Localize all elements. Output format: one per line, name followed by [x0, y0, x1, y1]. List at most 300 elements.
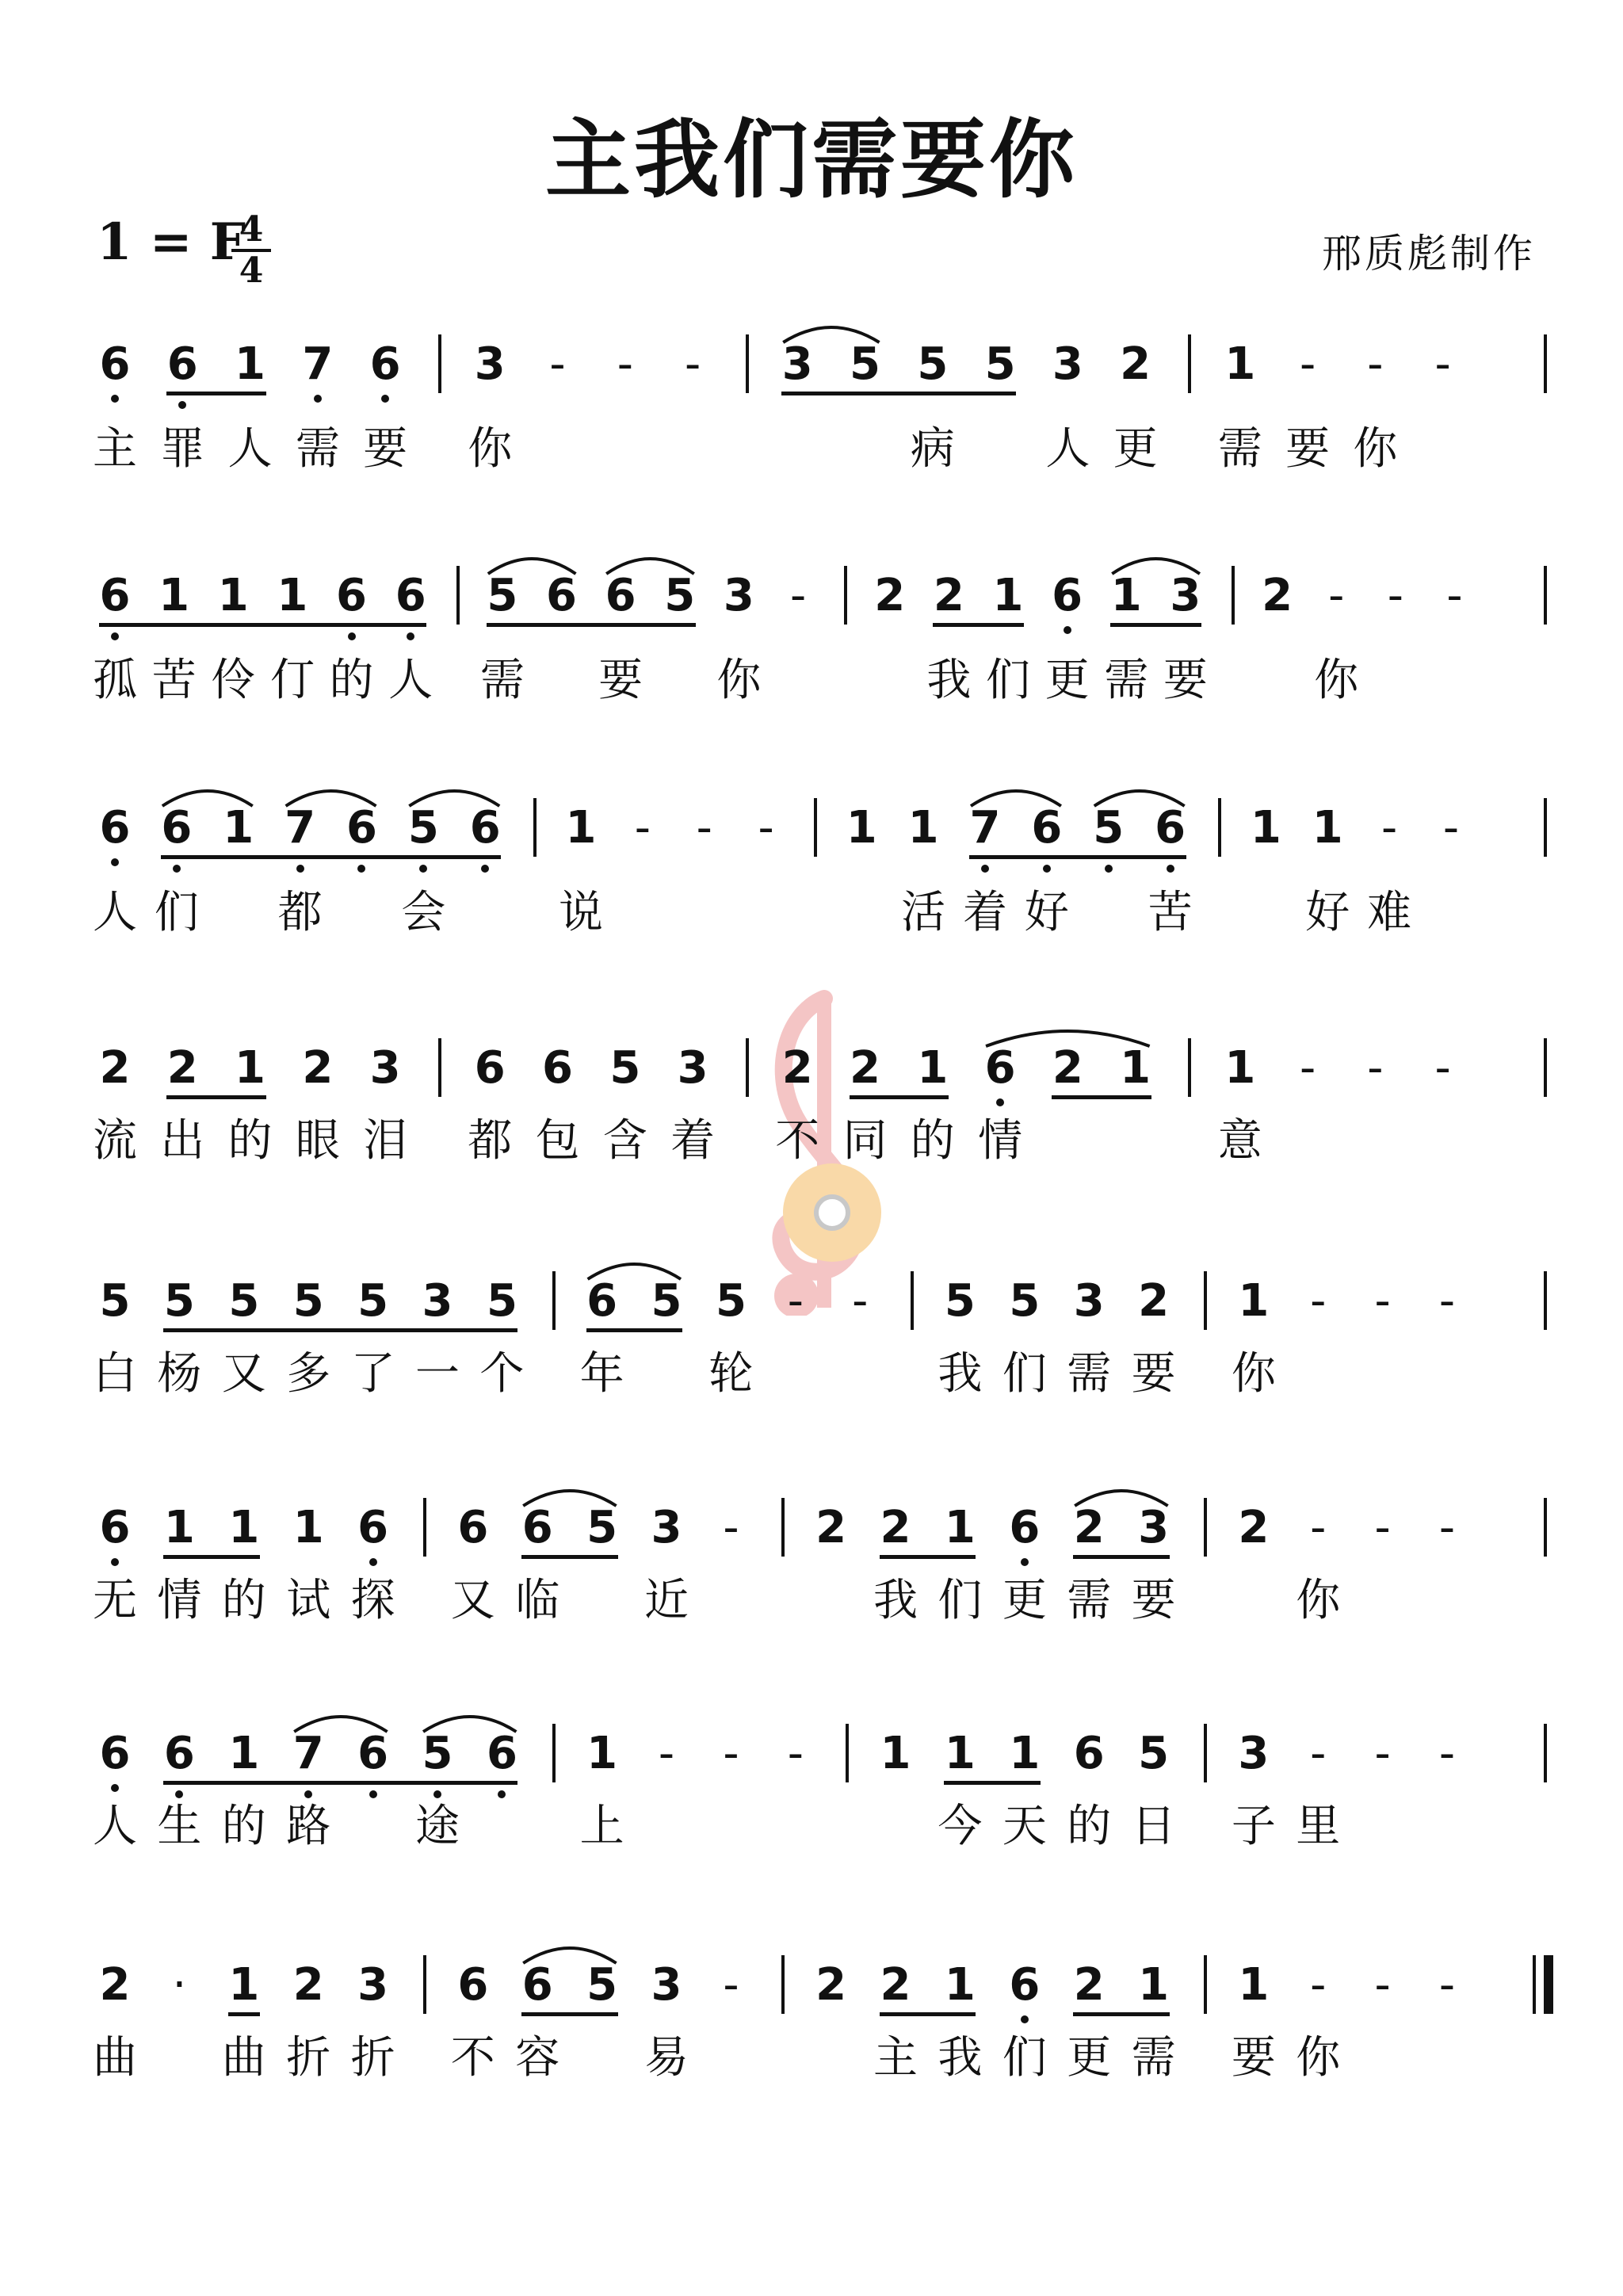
extension-dash: -: [1438, 1959, 1456, 2011]
note: 6: [99, 1502, 131, 1553]
extension-dash: -: [1299, 338, 1316, 390]
lyric-char: 着: [963, 887, 1008, 938]
eighth-beam: [944, 1781, 1040, 1785]
time-signature-numerator: 4: [231, 212, 271, 252]
lyric-char: 要: [1131, 1348, 1176, 1400]
note: 5: [163, 1275, 195, 1327]
eighth-beam: [1073, 2012, 1169, 2016]
extension-dash: -: [787, 1275, 804, 1327]
lyric-char: 苦: [1148, 887, 1193, 938]
note: 2: [1262, 570, 1293, 621]
slur: [0, 1473, 1623, 1520]
note: 6: [99, 802, 131, 854]
slur: [0, 773, 1623, 820]
lyric-char: 难: [1367, 887, 1412, 938]
lyric-char: 人: [227, 423, 273, 475]
note: 2: [1052, 1042, 1083, 1094]
low-octave-dot: [419, 865, 427, 873]
lyric-char: 需: [1067, 1348, 1112, 1400]
eighth-beam: [163, 1555, 259, 1559]
extension-dash: -: [1374, 1275, 1391, 1327]
note: 1: [846, 802, 877, 854]
note: 6: [99, 338, 131, 390]
eighth-beam: [1073, 1555, 1169, 1559]
note: 6: [1009, 1502, 1041, 1553]
lyric-char: 折: [350, 2032, 395, 2084]
eighth-beam: [487, 623, 696, 627]
lyric-char: 折: [286, 2032, 331, 2084]
extension-dash: -: [723, 1728, 739, 1779]
lyric-char: 意: [1217, 1115, 1262, 1167]
note: 5: [407, 802, 439, 854]
lyric-char: 要: [598, 655, 643, 706]
lyric-char: 易: [644, 2032, 689, 2084]
low-octave-dot: [111, 632, 119, 640]
extension-dash: -: [684, 338, 701, 390]
low-octave-dot: [407, 632, 414, 640]
note: 6: [457, 1502, 489, 1553]
lyric-char: 我: [938, 2032, 983, 2084]
eighth-beam: [163, 1328, 517, 1332]
extension-dash: -: [617, 338, 633, 390]
lyric-char: 的: [221, 1575, 266, 1626]
lyric-char: 我: [926, 655, 972, 706]
lyric-char: 你: [1296, 1575, 1341, 1626]
low-octave-dot: [296, 865, 304, 873]
lyric-char: 你: [1231, 1348, 1276, 1400]
note: 3: [651, 1959, 682, 2011]
eighth-beam: [161, 855, 501, 859]
note: 1: [992, 570, 1024, 621]
low-octave-dot: [304, 1790, 312, 1798]
extension-dash: -: [1434, 1042, 1451, 1094]
lyric-char: 仃: [269, 655, 315, 706]
note: 2: [815, 1959, 847, 2011]
note: 5: [715, 1275, 747, 1327]
note: 2: [1138, 1275, 1170, 1327]
lyric-char: 更: [1002, 1575, 1047, 1626]
time-signature: [231, 209, 271, 291]
note: 6: [469, 802, 501, 854]
note: 7: [969, 802, 1001, 854]
low-octave-dot: [1105, 865, 1113, 873]
lyric-char: 轮: [708, 1348, 754, 1400]
lyric-char: 的: [227, 1115, 273, 1167]
note: 6: [474, 1042, 506, 1094]
lyric-char: 人: [93, 1801, 137, 1852]
note: 7: [285, 802, 316, 854]
note: 6: [346, 802, 377, 854]
lyric-char: 试: [286, 1575, 331, 1626]
lyric-char: 会: [401, 887, 446, 938]
lyric-char: 需: [479, 655, 525, 706]
note: 5: [487, 570, 518, 621]
lyric-char: 探: [350, 1575, 395, 1626]
note: 3: [781, 338, 813, 390]
lyric-char: 更: [1113, 423, 1158, 475]
extension-dash: -: [1381, 802, 1398, 854]
note: 1: [228, 1959, 260, 2011]
note: 3: [723, 570, 754, 621]
note: 6: [1155, 802, 1186, 854]
lyric-char: 要: [1163, 655, 1208, 706]
low-octave-dot: [369, 1790, 377, 1798]
lyric-char: 流: [93, 1115, 137, 1167]
note: 6: [357, 1728, 389, 1779]
note: 3: [1138, 1502, 1170, 1553]
lyric-char: 们: [1002, 2032, 1047, 2084]
note: 1: [292, 1502, 324, 1553]
note: 6: [163, 1728, 195, 1779]
note: 6: [486, 1728, 517, 1779]
note: 5: [292, 1275, 324, 1327]
note: 6: [161, 802, 193, 854]
lyric-char: 今: [938, 1801, 983, 1852]
extension-dash: -: [1328, 570, 1345, 621]
note: 6: [521, 1502, 553, 1553]
note: 1: [223, 802, 254, 854]
low-octave-dot: [111, 1558, 119, 1566]
eighth-beam: [1052, 1095, 1151, 1099]
note: 1: [565, 802, 597, 854]
lyric-char: 们: [1002, 1348, 1047, 1400]
note: 1: [1224, 1042, 1256, 1094]
note: 5: [944, 1275, 976, 1327]
extension-dash: -: [1367, 1042, 1384, 1094]
low-octave-dot: [981, 865, 989, 873]
note: 1: [1224, 338, 1256, 390]
note: 3: [1052, 338, 1083, 390]
extension-dash: -: [1434, 338, 1451, 390]
lyric-char: 苦: [151, 655, 197, 706]
lyric-char: 上: [579, 1801, 624, 1852]
note: 2: [815, 1502, 847, 1553]
low-octave-dot: [175, 1790, 183, 1798]
score-title: 主我们需要你: [544, 110, 1078, 210]
note: 3: [1238, 1728, 1270, 1779]
lyric-char: 同: [842, 1115, 888, 1167]
note: 1: [228, 1728, 260, 1779]
eighth-beam: [880, 2012, 976, 2016]
eighth-beam: [166, 1095, 265, 1099]
note: 2: [1120, 338, 1151, 390]
extension-dash: -: [1438, 1275, 1456, 1327]
extension-dash: -: [789, 570, 807, 621]
extension-dash: -: [723, 1959, 739, 2011]
note: 1: [228, 1502, 260, 1553]
lyric-char: 天: [1002, 1801, 1047, 1852]
note: 2: [1073, 1502, 1105, 1553]
note: 5: [1093, 802, 1125, 854]
lyric-char: 情: [157, 1575, 202, 1626]
note: 6: [1073, 1728, 1105, 1779]
lyric-char: 杨: [157, 1348, 202, 1400]
note: 2: [1238, 1502, 1270, 1553]
low-octave-dot: [1043, 865, 1051, 873]
lyric-char: 容: [515, 2032, 560, 2084]
note: 6: [605, 570, 636, 621]
lyric-char: 要: [1231, 2032, 1276, 2084]
lyric-char: 人: [93, 887, 137, 938]
note: 3: [422, 1275, 453, 1327]
extension-dash: -: [1442, 802, 1460, 854]
note: 1: [1138, 1959, 1170, 2011]
lyric-char: 更: [1044, 655, 1090, 706]
lyric-char: 路: [286, 1801, 331, 1852]
extension-dash: -: [1374, 1502, 1391, 1553]
extension-dash: -: [1299, 1042, 1316, 1094]
note: 6: [586, 1275, 618, 1327]
lyric-char: 们: [986, 655, 1030, 706]
note: 3: [369, 1042, 401, 1094]
lyric-char: 人: [1045, 423, 1090, 475]
eighth-beam: [969, 855, 1186, 859]
low-octave-dot: [348, 632, 356, 640]
extension-dash: -: [852, 1275, 869, 1327]
note: 1: [944, 1959, 976, 2011]
augmentation-dot: ·: [172, 1959, 187, 2011]
extension-dash: -: [1374, 1959, 1391, 2011]
note: 7: [302, 338, 334, 390]
note: 1: [1009, 1728, 1041, 1779]
note: 6: [395, 570, 426, 621]
lyric-char: 生: [157, 1801, 202, 1852]
lyric-char: 都: [468, 1115, 513, 1167]
extension-dash: -: [1367, 338, 1384, 390]
lyric-char: 包: [535, 1115, 580, 1167]
note: 3: [1170, 570, 1201, 621]
note: 1: [163, 1502, 195, 1553]
extension-dash: -: [1374, 1728, 1391, 1779]
note: 6: [521, 1959, 553, 2011]
note: 6: [99, 570, 131, 621]
lyric-char: 人: [388, 655, 433, 706]
lyric-char: 说: [558, 887, 603, 938]
lyric-char: 又: [450, 1575, 495, 1626]
lyric-char: 曲: [93, 2032, 137, 2084]
note: 3: [1073, 1275, 1105, 1327]
lyric-char: 年: [579, 1348, 624, 1400]
note: 1: [586, 1728, 618, 1779]
note: 6: [546, 570, 577, 621]
lyric-char: 需: [1104, 655, 1149, 706]
note: 6: [369, 338, 401, 390]
note: 2: [880, 1502, 911, 1553]
low-octave-dot: [498, 1790, 506, 1798]
note: 2: [874, 570, 906, 621]
note: 1: [1238, 1275, 1270, 1327]
extension-dash: -: [758, 802, 774, 854]
note: 5: [917, 338, 949, 390]
lyric-char: 更: [1067, 2032, 1112, 2084]
slur: [0, 309, 1623, 357]
slur: [0, 541, 1623, 588]
note: 5: [1138, 1728, 1170, 1779]
note: 1: [1312, 802, 1343, 854]
low-octave-dot: [173, 865, 181, 873]
note: 5: [1009, 1275, 1041, 1327]
extension-dash: -: [1310, 1728, 1327, 1779]
lyric-char: 的: [329, 655, 374, 706]
low-octave-dot: [1021, 2015, 1029, 2023]
note: 3: [677, 1042, 708, 1094]
lyric-char: 着: [670, 1115, 716, 1167]
note: 3: [474, 338, 506, 390]
lyric-char: 不: [450, 2032, 495, 2084]
lyric-char: 子: [1231, 1801, 1276, 1852]
note: 5: [486, 1275, 517, 1327]
lyric-char: 泪: [363, 1115, 408, 1167]
lyric-char: 你: [1353, 423, 1398, 475]
note: 1: [944, 1728, 976, 1779]
low-octave-dot: [111, 1784, 119, 1792]
note: 5: [357, 1275, 389, 1327]
lyric-char: 主: [93, 423, 137, 475]
note: 1: [1238, 1959, 1270, 2011]
lyric-char: 的: [910, 1115, 955, 1167]
key-signature: 1 = F: [97, 212, 246, 272]
note: 6: [457, 1959, 489, 2011]
note: 6: [1009, 1959, 1041, 2011]
lyric-char: 了: [350, 1348, 395, 1400]
lyric-char: 们: [938, 1575, 983, 1626]
lyric-char: 病: [910, 423, 955, 475]
note: 5: [651, 1275, 682, 1327]
lyric-char: 需: [1131, 2032, 1176, 2084]
extension-dash: -: [1310, 1959, 1327, 2011]
note: 6: [1031, 802, 1063, 854]
note: 6: [166, 338, 198, 390]
note: 7: [292, 1728, 324, 1779]
eighth-beam: [163, 1781, 517, 1785]
low-octave-dot: [314, 395, 322, 403]
lyric-char: 我: [938, 1348, 983, 1400]
note: 6: [542, 1042, 574, 1094]
extension-dash: -: [1387, 570, 1403, 621]
note: 1: [1250, 802, 1281, 854]
low-octave-dot: [1064, 626, 1071, 634]
note: 1: [217, 570, 249, 621]
lyric-char: 好: [1305, 887, 1350, 938]
extension-dash: -: [1438, 1728, 1456, 1779]
note: 2: [99, 1042, 131, 1094]
note: 6: [99, 1728, 131, 1779]
note: 1: [277, 570, 308, 621]
low-octave-dot: [433, 1790, 441, 1798]
extension-dash: -: [696, 802, 712, 854]
note: 2: [1073, 1959, 1105, 2011]
low-octave-dot: [1021, 1558, 1029, 1566]
low-octave-dot: [996, 1098, 1004, 1106]
lyric-char: 个: [479, 1348, 525, 1400]
lyric-char: 曲: [221, 2032, 266, 2084]
slur: [0, 1930, 1623, 1977]
note: 5: [99, 1275, 131, 1327]
lyric-char: 白: [93, 1348, 137, 1400]
eighth-beam: [933, 623, 1024, 627]
note: 6: [1052, 570, 1083, 621]
note: 2: [302, 1042, 334, 1094]
note: 5: [664, 570, 696, 621]
note: 2: [933, 570, 964, 621]
note: 2: [781, 1042, 813, 1094]
lyric-char: 伶: [211, 655, 256, 706]
note: 1: [235, 1042, 266, 1094]
note: 1: [917, 1042, 949, 1094]
lyric-char: 活: [901, 887, 946, 938]
extension-dash: -: [549, 338, 566, 390]
low-octave-dot: [381, 395, 389, 403]
lyric-char: 里: [1296, 1801, 1341, 1852]
lyric-char: 们: [154, 887, 199, 938]
extension-dash: -: [1446, 570, 1463, 621]
lyric-char: 日: [1131, 1801, 1176, 1852]
low-octave-dot: [178, 401, 186, 409]
eighth-beam: [850, 1095, 949, 1099]
slur: [0, 1013, 1623, 1060]
extension-dash: -: [1438, 1502, 1456, 1553]
note: 6: [357, 1502, 389, 1553]
eighth-underline: [228, 2012, 260, 2016]
lyric-char: 情: [978, 1115, 1023, 1167]
extension-dash: -: [787, 1728, 804, 1779]
eighth-beam: [880, 1555, 976, 1559]
note: 1: [944, 1502, 976, 1553]
extension-dash: -: [1310, 1275, 1327, 1327]
note: 2: [850, 1042, 881, 1094]
low-octave-dot: [1167, 865, 1174, 873]
lyric-char: 临: [515, 1575, 560, 1626]
lyric-char: 出: [160, 1115, 205, 1167]
author-credit: 邢质彪制作: [1322, 231, 1536, 277]
lyric-char: 途: [415, 1801, 460, 1852]
note: 2: [99, 1959, 131, 2011]
note: 5: [422, 1728, 453, 1779]
note: 6: [336, 570, 368, 621]
note: 3: [357, 1959, 389, 2011]
lyric-char: 无: [93, 1575, 137, 1626]
eighth-beam: [99, 623, 426, 627]
lyric-char: 需: [295, 423, 340, 475]
lyric-char: 要: [1131, 1575, 1176, 1626]
lyric-char: 近: [644, 1575, 689, 1626]
note: 2: [166, 1042, 198, 1094]
note: 5: [984, 338, 1016, 390]
extension-dash: -: [658, 1728, 675, 1779]
eighth-beam: [586, 1328, 682, 1332]
lyric-char: 的: [1067, 1801, 1112, 1852]
note: 1: [235, 338, 266, 390]
lyric-char: 你: [716, 655, 762, 706]
note: 2: [880, 1959, 911, 2011]
note: 5: [609, 1042, 641, 1094]
lyric-char: 一: [415, 1348, 460, 1400]
lyric-char: 你: [1296, 2032, 1341, 2084]
lyric-char: 要: [1285, 423, 1331, 475]
lyric-char: 眼: [295, 1115, 340, 1167]
lyric-char: 多: [286, 1348, 331, 1400]
eighth-beam: [521, 2012, 617, 2016]
eighth-beam: [1110, 623, 1201, 627]
eighth-beam: [166, 392, 265, 395]
lyric-char: 又: [221, 1348, 266, 1400]
note: 1: [1110, 570, 1142, 621]
low-octave-dot: [369, 1558, 377, 1566]
lyric-char: 孤: [93, 655, 137, 706]
time-signature-denominator: 4: [239, 250, 264, 291]
lyric-char: 不: [775, 1115, 820, 1167]
note: 6: [984, 1042, 1016, 1094]
